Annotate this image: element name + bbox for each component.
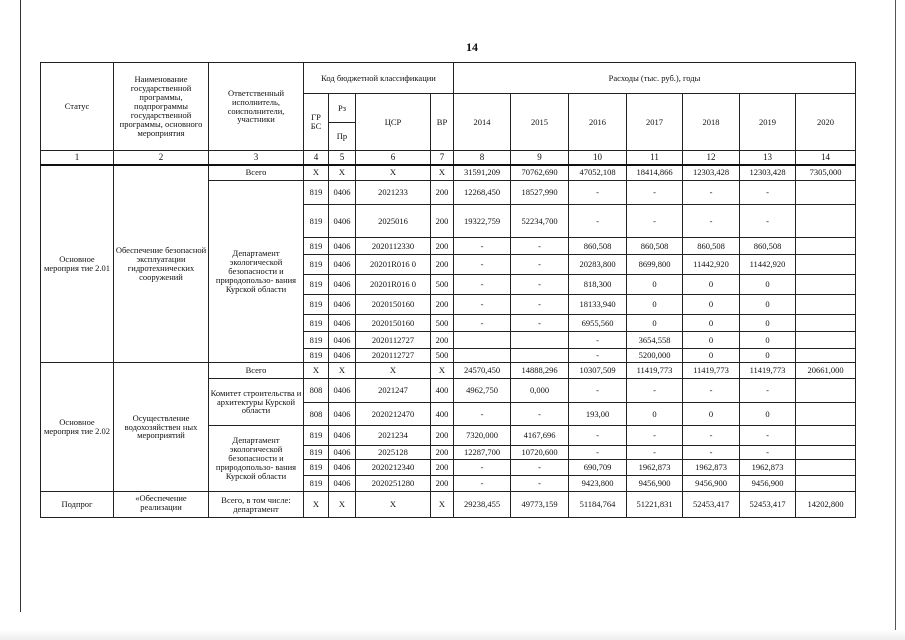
header-expenses: Расходы (тыс. руб.), годы [454, 63, 856, 94]
value-cell: 12303,428 [740, 165, 796, 181]
total-label: Всего [209, 363, 304, 379]
value-cell [454, 349, 511, 363]
csr-cell: 2021234 [356, 426, 431, 446]
col-number: 6 [356, 151, 431, 165]
header-year: 2018 [683, 94, 740, 151]
value-cell: 24570,450 [454, 363, 511, 379]
vr-cell: 200 [431, 332, 454, 349]
value-cell: - [454, 403, 511, 426]
value-cell: - [627, 181, 683, 205]
value-cell [796, 460, 856, 476]
value-cell: - [569, 205, 627, 238]
header-year: 2014 [454, 94, 511, 151]
value-cell [796, 332, 856, 349]
grbs-cell: 819 [304, 426, 329, 446]
vr-cell: 200 [431, 295, 454, 315]
rz-cell: X [329, 165, 356, 181]
col-number: 10 [569, 151, 627, 165]
status-cell: Основное мероприя тие 2.01 [41, 165, 114, 363]
value-cell: 690,709 [569, 460, 627, 476]
csr-cell: 2020251280 [356, 476, 431, 492]
value-cell: 0 [627, 275, 683, 295]
rz-cell: 0406 [329, 275, 356, 295]
value-cell: - [740, 181, 796, 205]
csr-cell: 2021247 [356, 379, 431, 403]
grbs-cell: 819 [304, 349, 329, 363]
value-cell: 14202,800 [796, 492, 856, 518]
grbs-cell: 819 [304, 476, 329, 492]
vr-cell: 200 [431, 181, 454, 205]
value-cell: - [683, 446, 740, 460]
rz-cell: 0406 [329, 332, 356, 349]
value-cell [796, 379, 856, 403]
value-cell: - [627, 205, 683, 238]
grbs-cell: 819 [304, 205, 329, 238]
page-right-edge [895, 0, 896, 640]
header-grbs: ГР БС [304, 94, 329, 151]
col-number: 9 [511, 151, 569, 165]
status-cell: Подпрог [41, 492, 114, 518]
col-number: 3 [209, 151, 304, 165]
vr-cell: 200 [431, 255, 454, 275]
csr-cell: 2020150160 [356, 295, 431, 315]
value-cell: 12303,428 [683, 165, 740, 181]
value-cell: 52453,417 [740, 492, 796, 518]
value-cell: - [511, 295, 569, 315]
value-cell: 19322,759 [454, 205, 511, 238]
value-cell [796, 446, 856, 460]
value-cell: 0 [683, 403, 740, 426]
header-year: 2020 [796, 94, 856, 151]
rz-cell: 0406 [329, 181, 356, 205]
value-cell: - [569, 332, 627, 349]
header-name: Наименование государственной программы, подпрограммы государственной программы, основного мероприятия [114, 63, 209, 151]
page-number: 14 [466, 40, 478, 54]
csr-cell: X [356, 363, 431, 379]
header-year: 2016 [569, 94, 627, 151]
csr-cell: 20201R016 0 [356, 275, 431, 295]
value-cell: 51221,831 [627, 492, 683, 518]
grbs-cell: 808 [304, 379, 329, 403]
value-cell: 8699,800 [627, 255, 683, 275]
rz-cell: 0406 [329, 205, 356, 238]
value-cell: 0 [683, 332, 740, 349]
col-number: 13 [740, 151, 796, 165]
grbs-cell: 819 [304, 275, 329, 295]
col-number: 2 [114, 151, 209, 165]
value-cell: - [511, 476, 569, 492]
value-cell: 0 [740, 332, 796, 349]
value-cell: - [627, 379, 683, 403]
grbs-cell: 819 [304, 332, 329, 349]
value-cell [796, 181, 856, 205]
csr-cell: 2020212470 [356, 403, 431, 426]
name-cell: Обеспечение безопасной эксплуатации гидротехнических сооружений [114, 165, 209, 363]
header-year: 2017 [627, 94, 683, 151]
rz-cell: 0406 [329, 315, 356, 332]
name-cell: «Обеспечение реализации [114, 492, 209, 518]
value-cell: - [683, 379, 740, 403]
value-cell: - [511, 460, 569, 476]
rz-cell: 0406 [329, 255, 356, 275]
value-cell [796, 238, 856, 255]
grbs-cell: 819 [304, 295, 329, 315]
csr-cell: 2025016 [356, 205, 431, 238]
total-row [41, 165, 856, 181]
rz-cell: 0406 [329, 446, 356, 460]
value-cell: 6955,560 [569, 315, 627, 332]
rz-cell: 0406 [329, 426, 356, 446]
value-cell: 20283,800 [569, 255, 627, 275]
value-cell: 11419,773 [740, 363, 796, 379]
value-cell: 0 [627, 295, 683, 315]
col-number: 5 [329, 151, 356, 165]
value-cell: - [740, 379, 796, 403]
column-numbers-row [41, 151, 856, 165]
total-row [41, 363, 856, 379]
rz-cell: 0406 [329, 349, 356, 363]
value-cell [796, 315, 856, 332]
value-cell: - [454, 315, 511, 332]
vr-cell: 200 [431, 446, 454, 460]
grbs-cell: X [304, 165, 329, 181]
vr-cell: 500 [431, 315, 454, 332]
responsible-cell: Департамент экологической безопасности и природопользо- вания Курской области [209, 426, 304, 492]
vr-cell: 200 [431, 460, 454, 476]
value-cell: 1962,873 [740, 460, 796, 476]
header-rz: Рз [329, 94, 356, 123]
csr-cell: X [356, 165, 431, 181]
value-cell [796, 426, 856, 446]
value-cell: 4167,696 [511, 426, 569, 446]
value-cell: 31591,209 [454, 165, 511, 181]
header-pr: Пр [329, 123, 356, 151]
status-cell: Основное мероприя тие 2.02 [41, 363, 114, 492]
value-cell: - [454, 275, 511, 295]
grbs-cell: 819 [304, 238, 329, 255]
rz-cell: 0406 [329, 476, 356, 492]
value-cell: - [740, 205, 796, 238]
budget-table [40, 62, 856, 518]
value-cell: 9456,900 [740, 476, 796, 492]
value-cell: - [627, 426, 683, 446]
grbs-cell: X [304, 363, 329, 379]
value-cell [796, 349, 856, 363]
rz-cell: 0406 [329, 403, 356, 426]
value-cell: 860,508 [740, 238, 796, 255]
value-cell: 9423,800 [569, 476, 627, 492]
value-cell: 4962,750 [454, 379, 511, 403]
responsible-cell: Всего, в том числе: департамент [209, 492, 304, 518]
total-label: Всего [209, 165, 304, 181]
value-cell: 5200,000 [627, 349, 683, 363]
rz-cell: 0406 [329, 379, 356, 403]
value-cell [796, 275, 856, 295]
value-cell [796, 255, 856, 275]
value-cell: - [740, 426, 796, 446]
value-cell: 18133,940 [569, 295, 627, 315]
csr-cell: X [356, 492, 431, 518]
value-cell: - [683, 426, 740, 446]
value-cell: 0 [740, 295, 796, 315]
col-number: 12 [683, 151, 740, 165]
subprogram-row [41, 492, 856, 518]
value-cell: 0 [683, 295, 740, 315]
value-cell: 0 [740, 349, 796, 363]
value-cell: - [569, 446, 627, 460]
vr-cell: 500 [431, 349, 454, 363]
value-cell: 818,300 [569, 275, 627, 295]
grbs-cell: X [304, 492, 329, 518]
value-cell: 52234,700 [511, 205, 569, 238]
value-cell: 11442,920 [740, 255, 796, 275]
value-cell: - [740, 446, 796, 460]
value-cell: 860,508 [683, 238, 740, 255]
col-number: 11 [627, 151, 683, 165]
value-cell: - [569, 379, 627, 403]
grbs-cell: 808 [304, 403, 329, 426]
grbs-cell: 819 [304, 181, 329, 205]
vr-cell: 500 [431, 275, 454, 295]
value-cell: 9456,900 [627, 476, 683, 492]
value-cell: - [454, 460, 511, 476]
value-cell: 10720,600 [511, 446, 569, 460]
value-cell: 860,508 [627, 238, 683, 255]
value-cell: 0 [740, 315, 796, 332]
vr-cell: X [431, 165, 454, 181]
value-cell: - [627, 446, 683, 460]
value-cell: - [454, 476, 511, 492]
value-cell: 70762,690 [511, 165, 569, 181]
rz-cell: 0406 [329, 238, 356, 255]
value-cell: 1962,873 [627, 460, 683, 476]
grbs-cell: 819 [304, 315, 329, 332]
value-cell: - [454, 238, 511, 255]
value-cell: 0 [740, 403, 796, 426]
vr-cell: 200 [431, 238, 454, 255]
value-cell: 52453,417 [683, 492, 740, 518]
value-cell: 0 [740, 275, 796, 295]
value-cell: 47052,108 [569, 165, 627, 181]
value-cell: 0 [627, 403, 683, 426]
page-left-edge [20, 0, 21, 612]
col-number: 1 [41, 151, 114, 165]
col-number: 14 [796, 151, 856, 165]
value-cell: 12287,700 [454, 446, 511, 460]
value-cell: - [511, 315, 569, 332]
vr-cell: X [431, 363, 454, 379]
vr-cell: 200 [431, 205, 454, 238]
header-year: 2019 [740, 94, 796, 151]
value-cell: 7305,000 [796, 165, 856, 181]
name-cell: Осуществление водохозяйствен ных мероприятий [114, 363, 209, 492]
value-cell: - [511, 238, 569, 255]
value-cell: - [511, 403, 569, 426]
value-cell: 11419,773 [683, 363, 740, 379]
grbs-cell: 819 [304, 255, 329, 275]
value-cell [511, 349, 569, 363]
value-cell: 49773,159 [511, 492, 569, 518]
value-cell: - [511, 275, 569, 295]
value-cell: 860,508 [569, 238, 627, 255]
value-cell [796, 295, 856, 315]
csr-cell: 2020112727 [356, 332, 431, 349]
value-cell: 51184,764 [569, 492, 627, 518]
value-cell: - [683, 181, 740, 205]
value-cell: 1962,873 [683, 460, 740, 476]
value-cell: 10307,509 [569, 363, 627, 379]
col-number: 8 [454, 151, 511, 165]
grbs-cell: 819 [304, 446, 329, 460]
value-cell: - [454, 255, 511, 275]
responsible-cell: Комитет строительства и архитектуры Курской области [209, 379, 304, 426]
value-cell: - [683, 205, 740, 238]
header-csr: ЦСР [356, 94, 431, 151]
value-cell: 193,00 [569, 403, 627, 426]
value-cell: 18414,866 [627, 165, 683, 181]
value-cell: 0,000 [511, 379, 569, 403]
value-cell: 3654,558 [627, 332, 683, 349]
value-cell: 11442,920 [683, 255, 740, 275]
vr-cell: 200 [431, 426, 454, 446]
csr-cell: 2021233 [356, 181, 431, 205]
rz-cell: 0406 [329, 460, 356, 476]
value-cell: 12268,450 [454, 181, 511, 205]
value-cell [796, 403, 856, 426]
header-responsible: Ответственный исполнитель, соисполнители, участники [209, 63, 304, 151]
value-cell [796, 476, 856, 492]
csr-cell: 2020150160 [356, 315, 431, 332]
header-budget-code: Код бюджетной классификации [304, 63, 454, 94]
value-cell: 20661,000 [796, 363, 856, 379]
csr-cell: 2020112727 [356, 349, 431, 363]
csr-cell: 2020212340 [356, 460, 431, 476]
header-status: Статус [41, 63, 114, 151]
grbs-cell: 819 [304, 460, 329, 476]
value-cell [511, 332, 569, 349]
value-cell: 0 [683, 275, 740, 295]
col-number: 7 [431, 151, 454, 165]
col-number: 4 [304, 151, 329, 165]
value-cell: - [569, 181, 627, 205]
header-year: 2015 [511, 94, 569, 151]
value-cell: - [454, 295, 511, 315]
value-cell: 29238,455 [454, 492, 511, 518]
value-cell: 18527,990 [511, 181, 569, 205]
value-cell: - [511, 255, 569, 275]
vr-cell: X [431, 492, 454, 518]
value-cell: 9456,900 [683, 476, 740, 492]
scan-shadow [0, 630, 905, 640]
value-cell: 0 [683, 315, 740, 332]
value-cell: 14888,296 [511, 363, 569, 379]
value-cell: 0 [627, 315, 683, 332]
header-vr: ВР [431, 94, 454, 151]
rz-cell: 0406 [329, 295, 356, 315]
rz-cell: X [329, 363, 356, 379]
csr-cell: 2020112330 [356, 238, 431, 255]
value-cell [454, 332, 511, 349]
vr-cell: 400 [431, 379, 454, 403]
responsible-cell: Департамент экологической безопасности и природопользо- вания Курской области [209, 181, 304, 363]
value-cell: - [569, 426, 627, 446]
csr-cell: 20201R016 0 [356, 255, 431, 275]
value-cell: - [569, 349, 627, 363]
rz-cell: X [329, 492, 356, 518]
value-cell [796, 205, 856, 238]
vr-cell: 400 [431, 403, 454, 426]
value-cell: 7320,000 [454, 426, 511, 446]
value-cell: 11419,773 [627, 363, 683, 379]
csr-cell: 2025128 [356, 446, 431, 460]
vr-cell: 200 [431, 476, 454, 492]
value-cell: 0 [683, 349, 740, 363]
